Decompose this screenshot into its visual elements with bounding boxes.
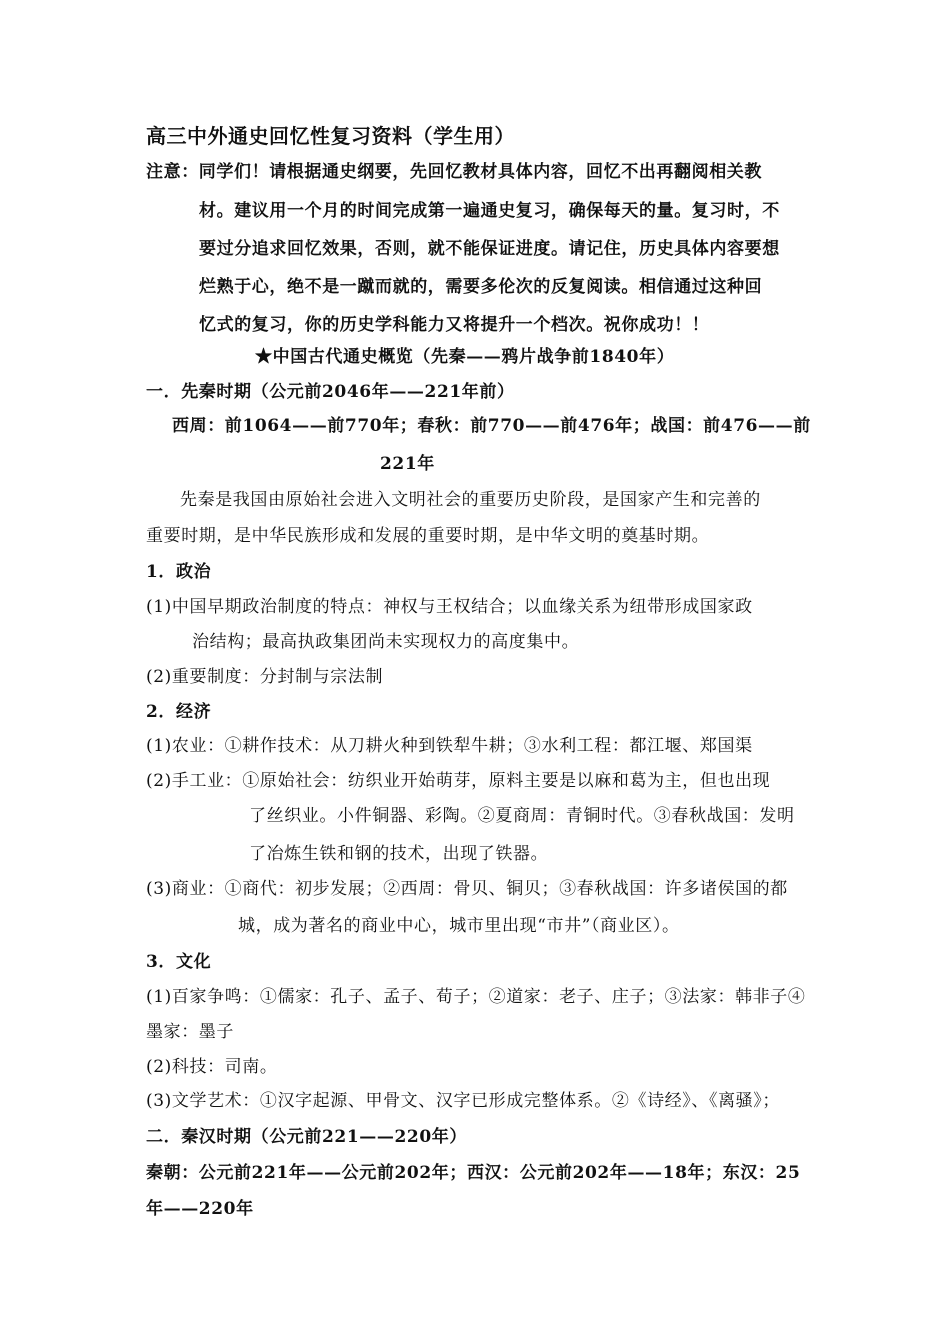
section-heading-pre-qin: 一．先秦时期（公元前2046年——221年前） (146, 382, 515, 402)
period-line: 221年 (380, 454, 435, 474)
list-item: 墨家：墨子 (146, 1022, 234, 1042)
period-line: 西周：前1064——前770年；春秋：前770——前476年；战国：前476——前 (172, 416, 811, 436)
subsection-heading-culture: 3．文化 (146, 952, 212, 972)
notice-line: 烂熟于心，绝不是一蹴而就的，需要多伦次的反复阅读。相信通过这种回 (199, 277, 763, 297)
list-item: (1)中国早期政治制度的特点：神权与王权结合；以血缘关系为纽带形成国家政 (146, 597, 753, 617)
period-line: 年——220年 (146, 1199, 254, 1219)
list-item: (2)科技：司南。 (146, 1057, 278, 1077)
list-item: (1)农业：①耕作技术：从刀耕火种到铁犁牛耕；③水利工程：都江堰、郑国渠 (146, 736, 753, 756)
list-item: (2)手工业：①原始社会：纺织业开始萌芽，原料主要是以麻和葛为主，但也出现 (146, 771, 771, 791)
list-item: 了丝织业。小件铜器、彩陶。②夏商周：青铜时代。③春秋战国：发明 (249, 806, 795, 826)
list-item: (3)文学艺术：①汉字起源、甲骨文、汉字已形成完整体系。②《诗经》、《离骚》； (146, 1091, 780, 1111)
document-title: 高三中外通史回忆性复习资料（学生用） (146, 124, 515, 148)
period-line: 秦朝：公元前221年——公元前202年；西汉：公元前202年——18年；东汉：25 (146, 1163, 801, 1183)
section-heading-qin-han: 二．秦汉时期（公元前221——220年） (146, 1127, 467, 1147)
list-item: 了冶炼生铁和钢的技术，出现了铁器。 (249, 844, 549, 864)
notice-line: 注意：同学们！请根据通史纲要，先回忆教材具体内容，回忆不出再翻阅相关教 (146, 162, 762, 182)
subsection-heading-economy: 2．经济 (146, 702, 212, 722)
list-item: (3)商业：①商代：初步发展；②西周：骨贝、铜贝；③春秋战国：许多诸侯国的都 (146, 879, 788, 899)
list-item: 城，成为著名的商业中心，城市里出现“市井”（商业区）。 (238, 916, 680, 936)
notice-line: 要过分追求回忆效果，否则，就不能保证进度。请记住，历史具体内容要想 (199, 239, 780, 259)
list-item: (2)重要制度：分封制与宗法制 (146, 667, 384, 687)
intro-line: 先秦是我国由原始社会进入文明社会的重要历史阶段，是国家产生和完善的 (180, 490, 761, 510)
overview-heading: ★中国古代通史概览（先秦——鸦片战争前1840年） (255, 347, 675, 367)
list-item: 治结构；最高执政集团尚未实现权力的高度集中。 (192, 632, 580, 652)
subsection-heading-politics: 1．政治 (146, 562, 212, 582)
notice-line: 材。建议用一个月的时间完成第一遍通史复习，确保每天的量。复习时，不 (199, 201, 780, 221)
intro-line: 重要时期，是中华民族形成和发展的重要时期，是中华文明的奠基时期。 (146, 526, 710, 546)
notice-line: 忆式的复习，你的历史学科能力又将提升一个档次。祝你成功！！ (199, 315, 710, 335)
list-item: (1)百家争鸣：①儒家：孔子、孟子、荀子；②道家：老子、庄子；③法家：韩非子④ (146, 987, 806, 1007)
